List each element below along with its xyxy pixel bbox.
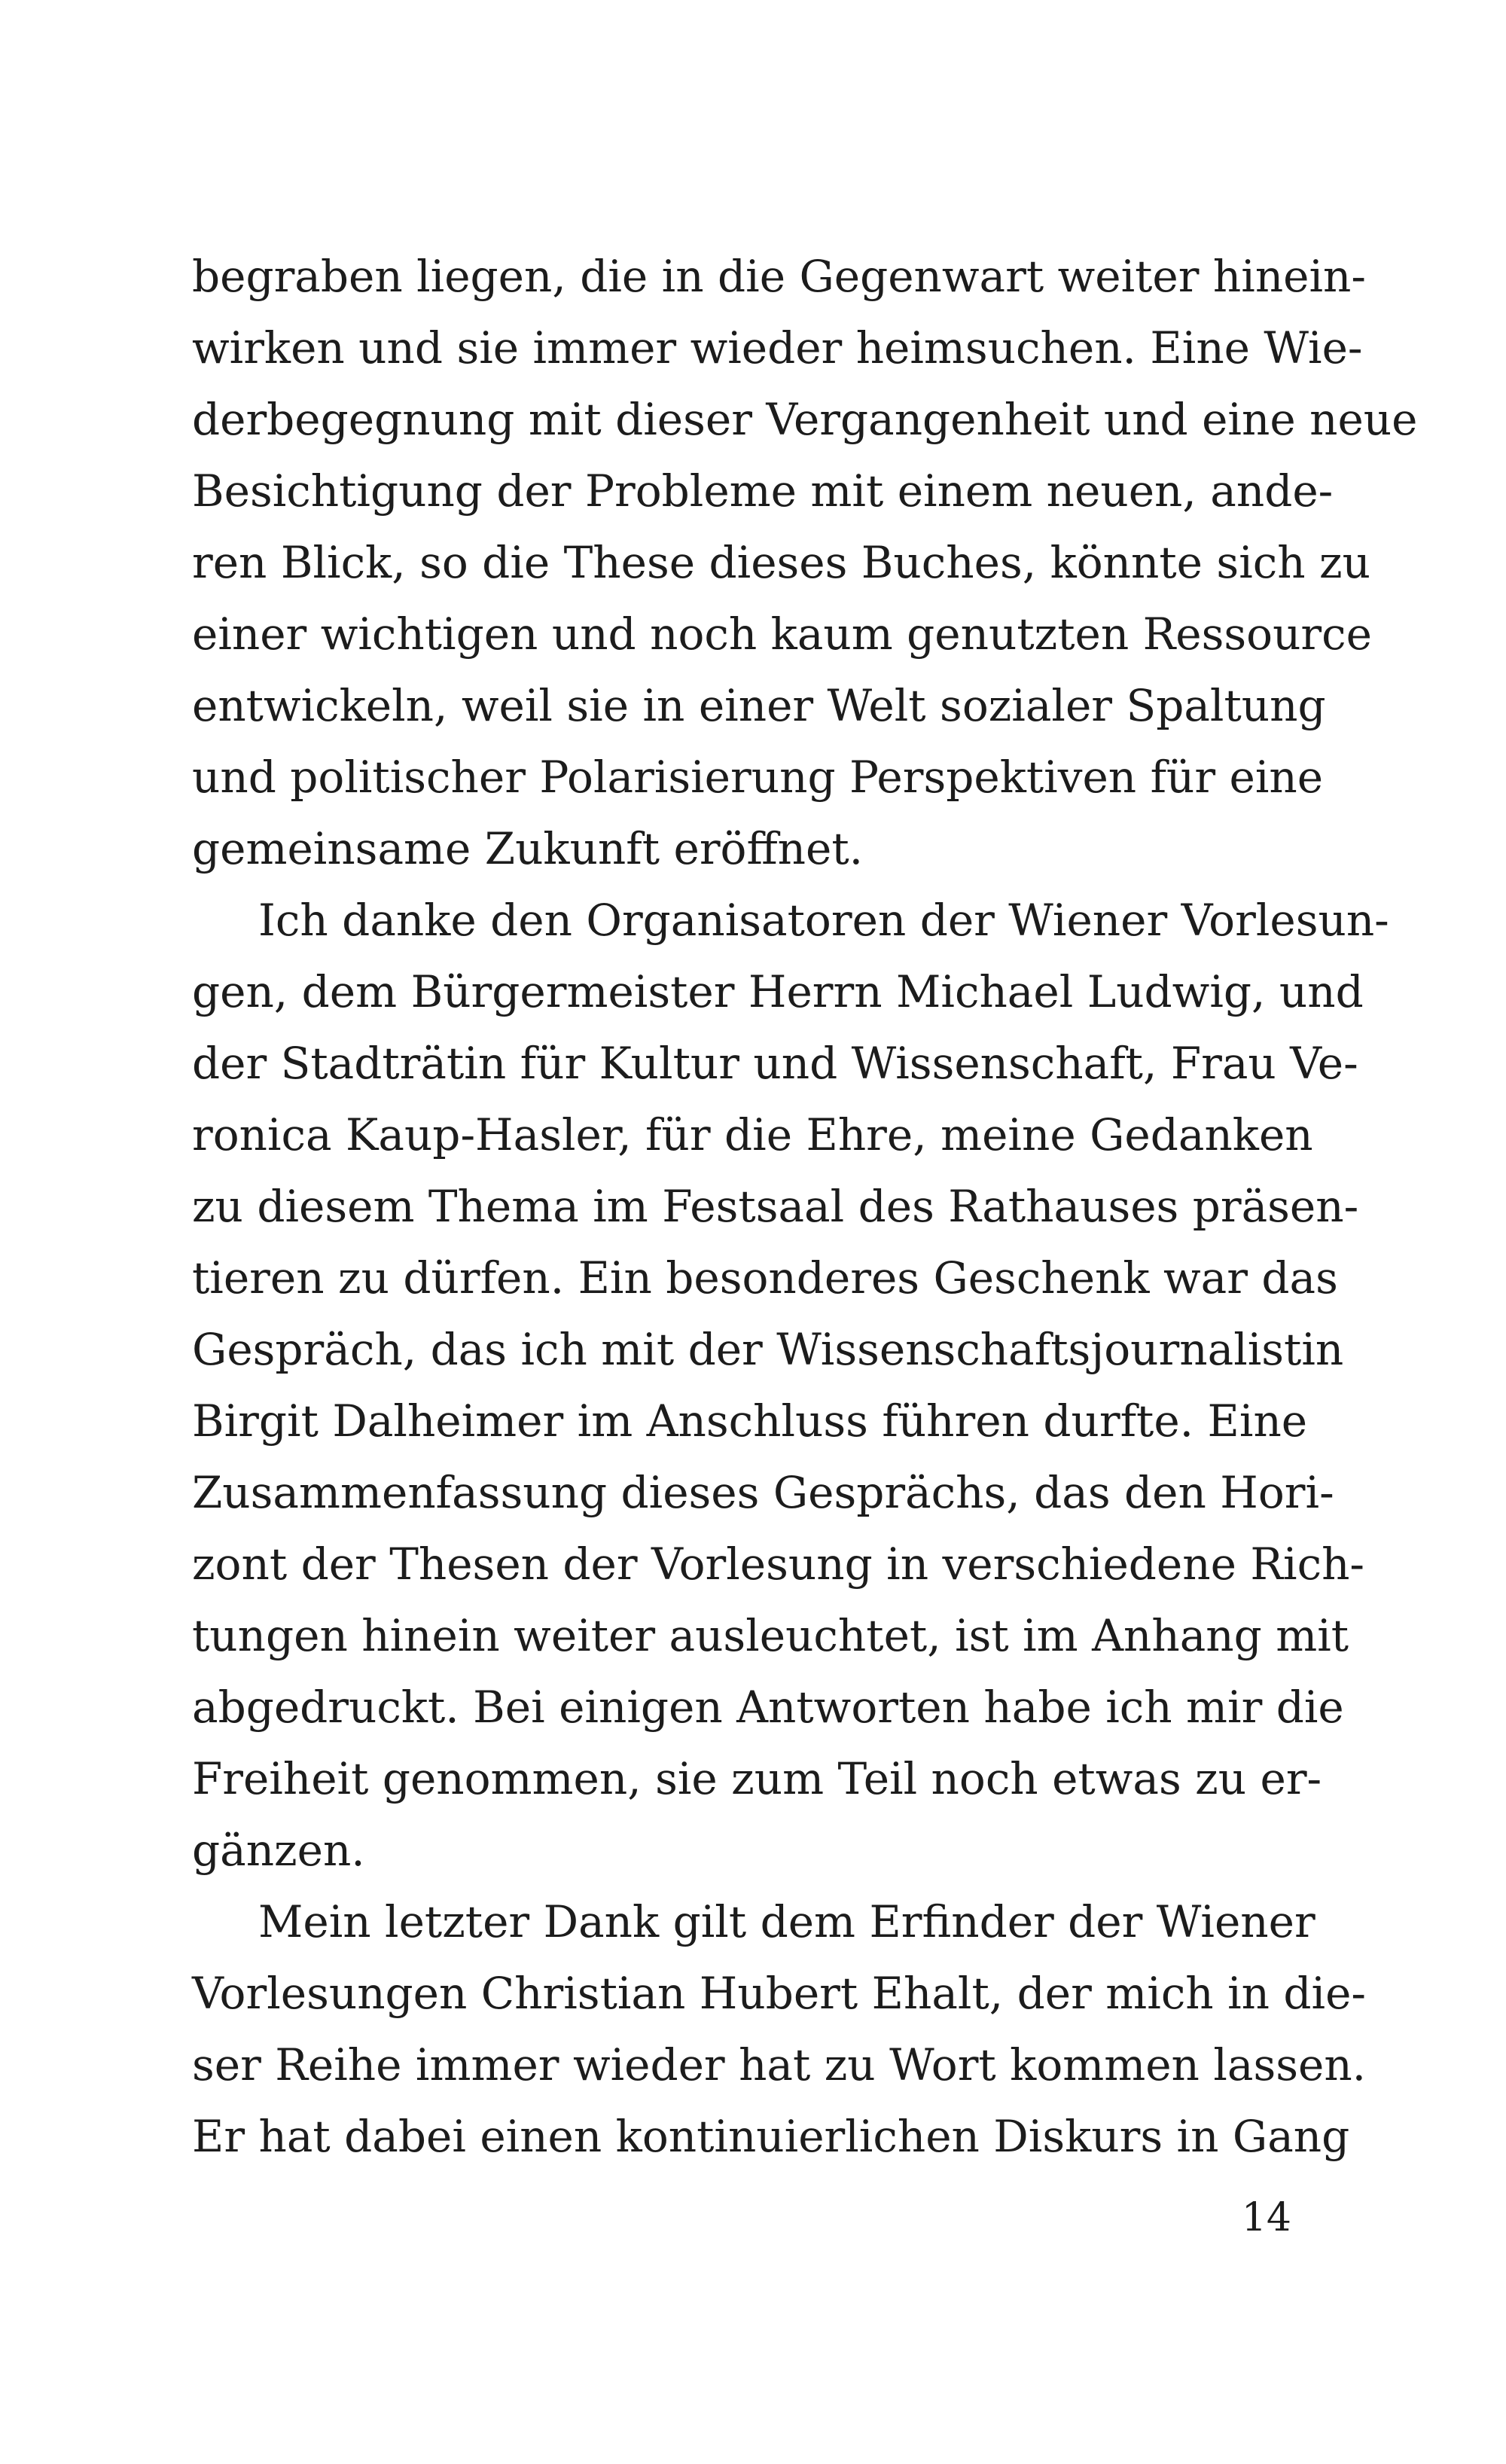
paragraph-2 [192,885,1389,1886]
text-line: gemeinsame Zukunft eröffnet. [192,823,864,874]
text-line: ren Blick, so die These dieses Buches, könnte sich zu [192,537,1370,588]
text-line: ronica Kaup-Hasler, für die Ehre, meine Gedanken [192,1109,1313,1160]
text-line: der Stadträtin für Kultur und Wissenschaft, Frau Ve- [192,1038,1358,1089]
text-line: Mein letzter Dank gilt dem Erfinder der Wiener [258,1896,1315,1947]
text-line: Ich danke den Organisatoren der Wiener Vorlesun- [258,895,1389,946]
text-line: begraben liegen, die in die Gegenwart weiter hinein- [192,251,1367,302]
text-line: gänzen. [192,1825,365,1876]
body-text [192,241,1418,2173]
text-line: tungen hinein weiter ausleuchtet, ist im Anhang mit [192,1610,1349,1661]
paragraph-1 [192,241,1418,885]
text-line: Freiheit genommen, sie zum Teil noch etwas zu er- [192,1753,1322,1804]
text-line: wirken und sie immer wieder heimsuchen. Eine Wie- [192,322,1363,374]
text-line: Gespräch, das ich mit der Wissenschaftsjournalistin [192,1324,1344,1375]
text-line: entwickeln, weil sie in einer Welt sozialer Spaltung [192,680,1326,731]
text-line: und politischer Polarisierung Perspektiven für eine [192,752,1324,803]
text-line: abgedruckt. Bei einigen Antworten habe ich mir die [192,1682,1344,1733]
text-line: zont der Thesen der Vorlesung in verschiedene Rich- [192,1538,1365,1590]
text-line: Besichtigung der Probleme mit einem neuen, ande- [192,465,1334,517]
text-line: gen, dem Bürgermeister Herrn Michael Ludwig, und [192,966,1364,1017]
text-line: ser Reihe immer wieder hat zu Wort kommen lassen. [192,2039,1367,2090]
text-line: Zusammenfassung dieses Gesprächs, das den Hori- [192,1467,1334,1518]
text-line: Birgit Dalheimer im Anschluss führen durfte. Eine [192,1395,1308,1447]
paragraph-3 [192,1886,1367,2173]
text-line: Er hat dabei einen kontinuierlichen Diskurs in Gang [192,2111,1350,2162]
text-line: einer wichtigen und noch kaum genutzten Ressource [192,608,1372,660]
text-line: zu diesem Thema im Festsaal des Rathauses präsen- [192,1181,1359,1232]
text-line: derbegegnung mit dieser Vergangenheit und eine neue [192,394,1418,445]
text-line: tieren zu dürfen. Ein besonderes Geschenk war das [192,1252,1338,1304]
page-number: 14 [1241,2195,1291,2240]
text-line: Vorlesungen Christian Hubert Ehalt, der mich in die- [192,1968,1367,2019]
